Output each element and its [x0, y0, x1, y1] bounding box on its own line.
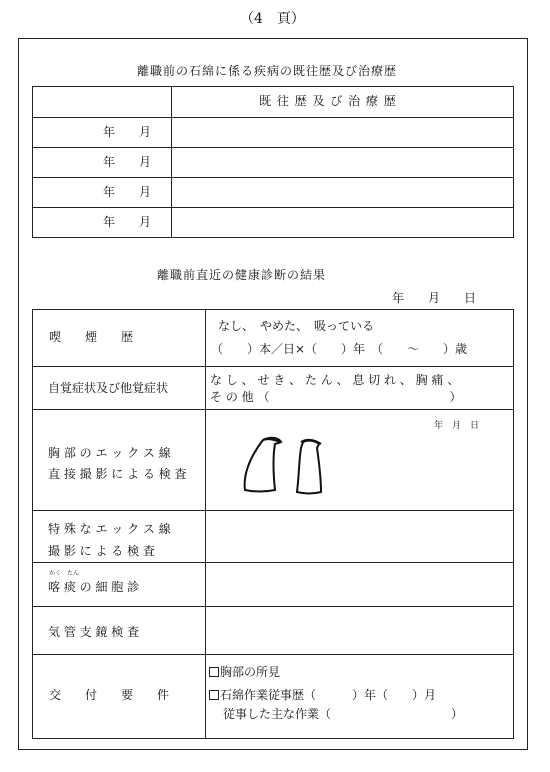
checkup-row-line: [32, 409, 514, 410]
bronchoscopy-label: 気 管 支 鏡 検 査: [48, 625, 140, 639]
symptoms-other[interactable]: そ の 他 （ ）: [210, 390, 462, 404]
smoking-label: 喫 煙 歴: [49, 330, 134, 344]
issuance-check-asbestos[interactable]: [209, 688, 436, 702]
history-row-date-label: 年 月: [103, 155, 152, 169]
history-row-date-label: 年 月: [103, 125, 152, 139]
history-row-date-label: 年 月: [103, 185, 152, 199]
checkbox-chest-findings[interactable]: [209, 667, 219, 677]
issuance-main-work[interactable]: 従事した主な作業（ ）: [223, 707, 464, 721]
special-xray-label-2: 撮 影 に よ る 検 査: [48, 544, 155, 558]
issuance-check-chest-label: 胸部の所見: [220, 665, 281, 679]
history-row-line: [32, 177, 514, 178]
history-column-header: 既 往 歴 及 び 治 療 歴: [259, 94, 397, 108]
lung-sketch-icon: [235, 432, 335, 502]
checkup-row-line: [32, 366, 514, 367]
smoking-detail[interactable]: （ ）本／日×（ ）年 （ ～ ）歳: [211, 342, 468, 356]
chest-xray-label-2: 直 接 撮 影 に よ る 検 査: [48, 467, 187, 481]
checkup-row-line: [32, 606, 514, 607]
sputum-ruby-kaku: かく: [49, 570, 62, 577]
checkup-col-divider: [205, 309, 206, 739]
checkup-row-line: [32, 510, 514, 511]
checkup-row-line: [32, 654, 514, 655]
smoking-options[interactable]: なし、 やめた、 吸っている: [218, 319, 375, 333]
issuance-check-chest[interactable]: [209, 665, 280, 679]
checkup-section-title: 離職前直近の健康診断の結果: [157, 268, 327, 282]
page-number: （4 頁）: [240, 11, 305, 27]
issuance-check-asbestos-label: 石綿作業従事歴（ ）年（ ）月: [220, 688, 437, 702]
symptoms-label: 自覚症状及び他覚症状: [48, 381, 169, 395]
chest-xray-date: 年 月 日: [434, 421, 480, 431]
history-row-line: [32, 117, 514, 118]
history-row-date-label: 年 月: [103, 215, 152, 229]
special-xray-label-1: 特 殊 な エ ッ ク ス 線: [48, 522, 171, 536]
history-section-title: 離職前の石綿に係る疾病の既往歴及び治療歴: [137, 64, 398, 78]
sputum-ruby-tan: たん: [67, 570, 80, 577]
history-col-divider: [171, 86, 172, 238]
checkbox-asbestos-history[interactable]: [209, 690, 219, 700]
history-row-line: [32, 147, 514, 148]
chest-xray-label-1: 胸 部 の エ ッ ク ス 線: [48, 446, 171, 460]
sputum-label: 喀 痰 の 細 胞 診: [48, 580, 140, 594]
checkup-row-line: [32, 562, 514, 563]
history-row-line: [32, 207, 514, 208]
symptoms-options[interactable]: な し 、 せ き 、 た ん 、 息 切 れ 、 胸 痛 、: [210, 373, 460, 387]
issuance-label: 交 付 要 件: [49, 688, 170, 702]
checkup-date: 年 月 日: [392, 291, 477, 305]
